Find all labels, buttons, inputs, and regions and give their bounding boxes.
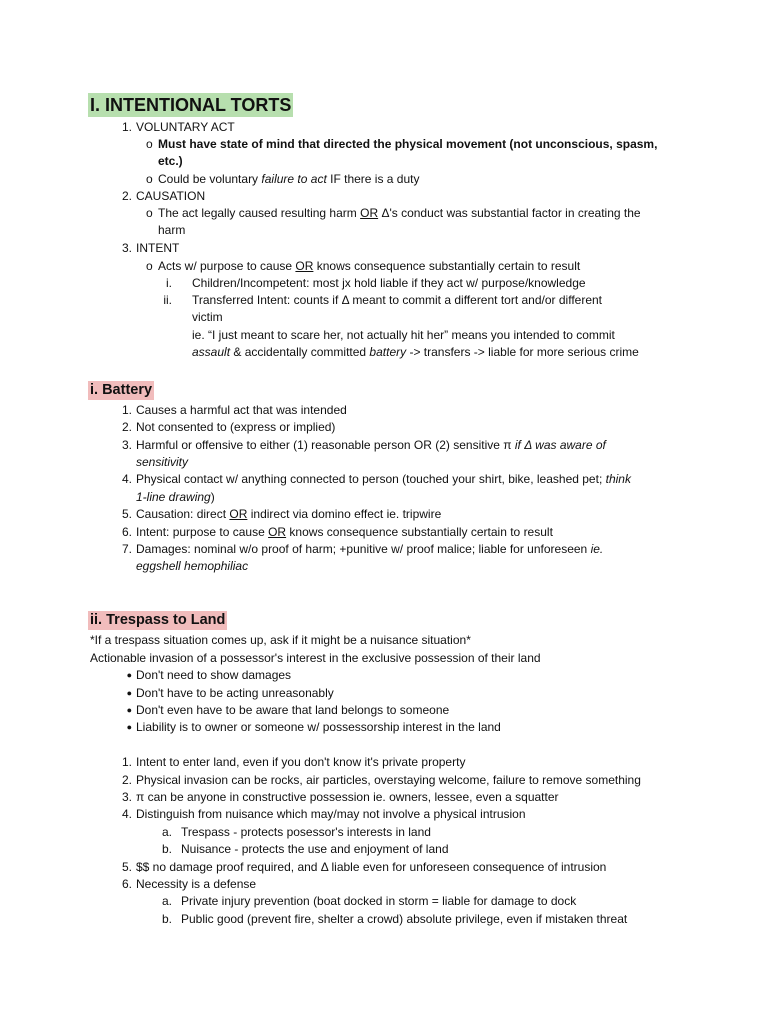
section-heading-intentional-torts: I. INTENTIONAL TORTS [90, 95, 292, 115]
list-item-continuation: sensitivity [136, 455, 189, 469]
list-item-continuation: assault & accidentally committed battery -> transfers -> liable for more serious crime [192, 345, 639, 359]
trespass-note: *If a trespass situation comes up, ask if it might be a nuisance situation* [90, 633, 471, 647]
list-item-continuation: eggshell hemophiliac [136, 559, 249, 573]
section-heading-trespass: ii. Trespass to Land [90, 612, 226, 628]
list-item-continuation: ie. “I just meant to scare her, not actually hit her” means you intended to commit [192, 328, 615, 342]
list-item-continuation: victim [192, 310, 223, 324]
trespass-definition: Actionable invasion of a possessor's interest in the exclusive possession of their land [90, 651, 541, 665]
list-item-continuation: 1-line drawing) [136, 490, 215, 504]
list-item-continuation: harm [158, 223, 186, 237]
section-heading-battery: i. Battery [90, 382, 153, 398]
list-item-continuation: etc.) [158, 154, 183, 168]
